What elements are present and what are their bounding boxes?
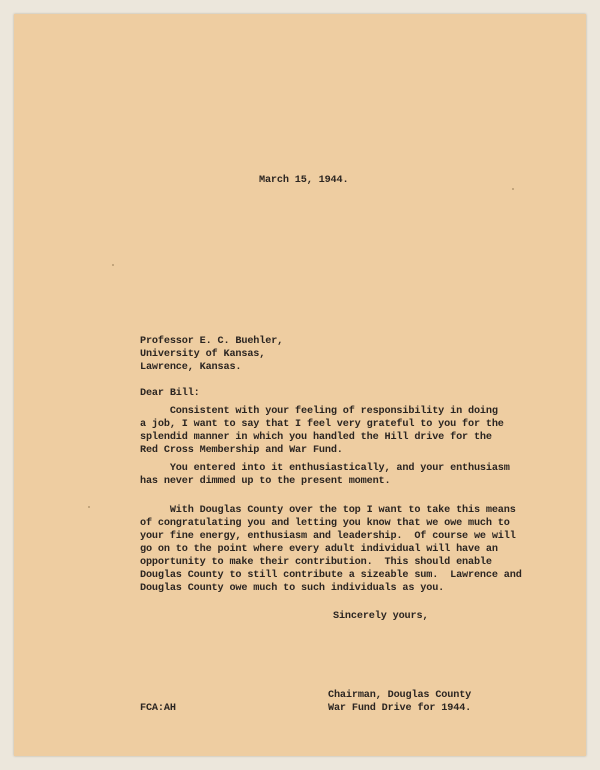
paragraph-line: Douglas County to still contribute a sizeable sum. Lawrence and [140,570,522,581]
paragraph-line: has never dimmed up to the present moment. [140,476,391,487]
salutation: Dear Bill: [140,388,200,399]
recipient-institution: University of Kansas, [140,349,266,360]
paragraph-line: opportunity to make their contribution. This should enable [140,557,492,568]
paragraph-line: go on to the point where every adult individual will have an [140,544,498,555]
signature-title: Chairman, Douglas County [328,690,472,701]
paragraph-line: Consistent with your feeling of responsibility in doing [140,406,498,417]
paragraph-line: of congratulating you and letting you know that we owe much to [140,518,510,529]
body-paragraph-2 [140,462,510,488]
paragraph-line: a job, I want to say that I feel very grateful to you for the [140,419,504,430]
letter-date: March 15, 1944. [259,175,349,186]
paragraph-line: Douglas County owe much to such individuals as you. [140,583,445,594]
reference-initials: FCA:AH [140,703,176,714]
recipient-location: Lawrence, Kansas. [140,362,242,373]
closing: Sincerely yours, [333,611,429,622]
paragraph-line: You entered into it enthusiastically, and your enthusiasm [140,463,510,474]
paper-speck [112,264,114,266]
paragraph-line: splendid manner in which you handled the Hill drive for the [140,432,492,443]
paper-speck [88,506,90,508]
body-paragraph-1 [140,405,504,457]
paragraph-line: your fine energy, enthusiasm and leadership. Of course we will [140,531,516,542]
paper-speck [512,188,514,190]
paragraph-line: Red Cross Membership and War Fund. [140,445,343,456]
signature-organization: War Fund Drive for 1944. [328,703,472,714]
paragraph-line: With Douglas County over the top I want to take this means [140,505,516,516]
letter-page [14,14,586,756]
recipient-name: Professor E. C. Buehler, [140,336,284,347]
body-paragraph-3 [140,504,522,595]
